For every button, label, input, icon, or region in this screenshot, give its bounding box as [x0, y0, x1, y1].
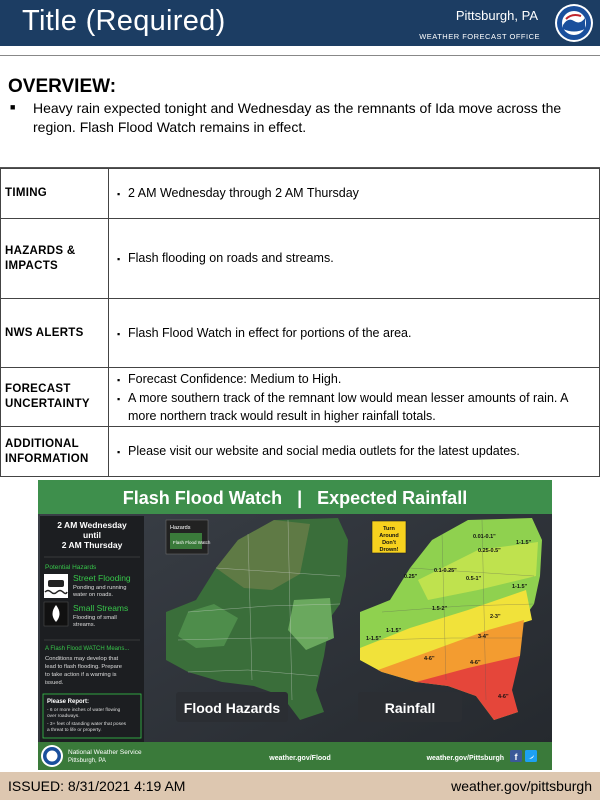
summary-table — [0, 168, 600, 477]
issued-timestamp: ISSUED: 8/31/2021 4:19 AM — [8, 778, 186, 794]
row-item: Flash Flood Watch in effect for portions of the area. — [128, 325, 412, 340]
small-streams-title: Small Streams — [73, 603, 129, 613]
rain-label: 1-1.5" — [512, 584, 528, 590]
row-label-alerts: NWS ALERTS — [1, 299, 109, 368]
table-row — [1, 368, 600, 427]
watch-desc-1: Conditions may develop that — [45, 656, 119, 662]
small-streams-desc-1: Flooding of small — [73, 615, 117, 621]
street-flooding-desc-1: Ponding and running — [73, 585, 127, 591]
tadd-text-4: Drown! — [379, 547, 399, 553]
office-location: Pittsburgh, PA — [455, 8, 538, 23]
bullet-icon: ▪ — [117, 374, 121, 385]
header-bar — [0, 0, 600, 46]
watch-desc-4: issued. — [45, 680, 64, 686]
street-flooding-title: Street Flooding — [73, 573, 131, 583]
graphic-banner-title: Flash Flood Watch | Expected Rainfall — [122, 488, 468, 508]
bullet-icon: ■ — [10, 102, 16, 112]
row-label-timing: TIMING — [1, 169, 109, 219]
timing-line-1: 2 AM Wednesday — [57, 520, 127, 530]
rainfall-label: Rainfall — [384, 700, 436, 716]
bullet-icon: ▪ — [117, 189, 121, 199]
bullet-icon: ▪ — [117, 328, 121, 339]
rain-label: 1-1.5" — [516, 540, 532, 546]
row-value — [109, 169, 600, 219]
bullet-icon: ▪ — [117, 254, 121, 264]
rain-label: 3-4" — [478, 634, 489, 640]
potential-hazards-heading: Potential Hazards — [45, 564, 97, 571]
nws-logo-icon — [554, 3, 594, 43]
timing-line-2: until — [83, 530, 101, 540]
rain-label: 1.5-2" — [432, 606, 448, 612]
rain-label: 0.25-0.5" — [478, 548, 501, 554]
row-value — [109, 299, 600, 368]
rain-label: 4-6" — [424, 656, 435, 662]
legend-item: Flash Flood Watch — [173, 540, 211, 545]
row-label-uncertainty: FORECAST UNCERTAINTY — [1, 368, 109, 427]
watch-means-heading: A Flash Flood WATCH Means... — [45, 646, 130, 652]
tadd-text-2: Around — [379, 533, 399, 539]
nws-location: Pittsburgh, PA — [68, 758, 106, 764]
turn-around-dont-drown-sign — [372, 521, 406, 553]
overview-title: OVERVIEW: — [8, 76, 117, 97]
footer-bar — [0, 772, 600, 800]
row-value — [109, 368, 600, 427]
small-streams-desc-2: streams. — [73, 622, 96, 628]
bullet-icon: ▪ — [117, 393, 121, 404]
overview-section — [0, 55, 600, 168]
rain-label: 2-3" — [490, 614, 501, 620]
street-flooding-icon — [44, 574, 68, 598]
table-row — [1, 427, 600, 477]
page-title: Title (Required) — [22, 5, 226, 37]
row-item: Please visit our website and social media outlets for the latest updates. — [128, 444, 520, 458]
rain-label: 0.25" — [404, 574, 418, 580]
rain-label: 4-6" — [498, 694, 509, 700]
report-line-4: a threat to life or property. — [47, 728, 102, 733]
row-item: A more southern track of the remnant low would mean lesser amounts of rain. A more northern track would result in higher rainfall totals. — [128, 390, 568, 423]
tadd-text-1: Turn — [383, 526, 395, 532]
rain-label: 4-6" — [470, 660, 481, 666]
row-item: Forecast Confidence: Medium to High. — [128, 371, 342, 386]
facebook-icon — [510, 750, 522, 762]
watch-desc-2: lead to flash flooding. Prepare — [45, 664, 123, 670]
report-title: Please Report: — [47, 699, 90, 705]
office-name: WEATHER FORECAST OFFICE — [419, 32, 540, 41]
rain-label: 0.01-0.1" — [473, 534, 496, 540]
nws-name: National Weather Service — [68, 749, 142, 756]
row-label-hazards: HAZARDS & IMPACTS — [1, 219, 109, 299]
table-row — [1, 169, 600, 219]
rain-label: 0.1-0.25" — [434, 568, 457, 574]
row-item: 2 AM Wednesday through 2 AM Thursday — [128, 186, 359, 200]
report-line-1: - 6 or more inches of water flowing — [47, 708, 121, 713]
nws-logo-icon — [41, 745, 63, 767]
row-value — [109, 427, 600, 477]
tadd-text-3: Don't — [382, 540, 396, 546]
street-flooding-desc-2: water on roads. — [73, 592, 113, 598]
rain-label: 1-1.5" — [366, 636, 382, 642]
twitter-icon — [525, 750, 537, 762]
table-row — [1, 219, 600, 299]
row-value — [109, 219, 600, 299]
overview-text: Heavy rain expected tonight and Wednesday as the remnants of Ida move across the region. Flash Flood Watch remains in effect. — [33, 100, 562, 135]
rain-label: 0.5-1" — [466, 576, 482, 582]
svg-text:f: f — [514, 752, 518, 762]
water-drop-icon — [44, 602, 68, 626]
url-pittsburgh: weather.gov/Pittsburgh — [426, 755, 504, 762]
watch-desc-3: to take action if a warning is — [45, 672, 117, 678]
timing-line-3: 2 AM Thursday — [61, 540, 123, 550]
row-label-additional: ADDITIONAL INFORMATION — [1, 427, 109, 477]
report-line-3: - 3+ feet of standing water that poses — [47, 722, 127, 727]
legend-title: Hazards — [170, 525, 191, 531]
website-link[interactable]: weather.gov/pittsburgh — [451, 778, 592, 794]
url-flood: weather.gov/Flood — [269, 755, 331, 762]
row-item: Flash flooding on roads and streams. — [128, 251, 334, 265]
table-row — [1, 299, 600, 368]
report-line-2: over roadways. — [47, 714, 80, 719]
flood-rainfall-graphic — [38, 480, 552, 770]
rain-label: 1-1.5" — [386, 628, 402, 634]
bullet-icon: ▪ — [117, 447, 121, 457]
flood-hazards-label: Flood Hazards — [183, 700, 281, 716]
